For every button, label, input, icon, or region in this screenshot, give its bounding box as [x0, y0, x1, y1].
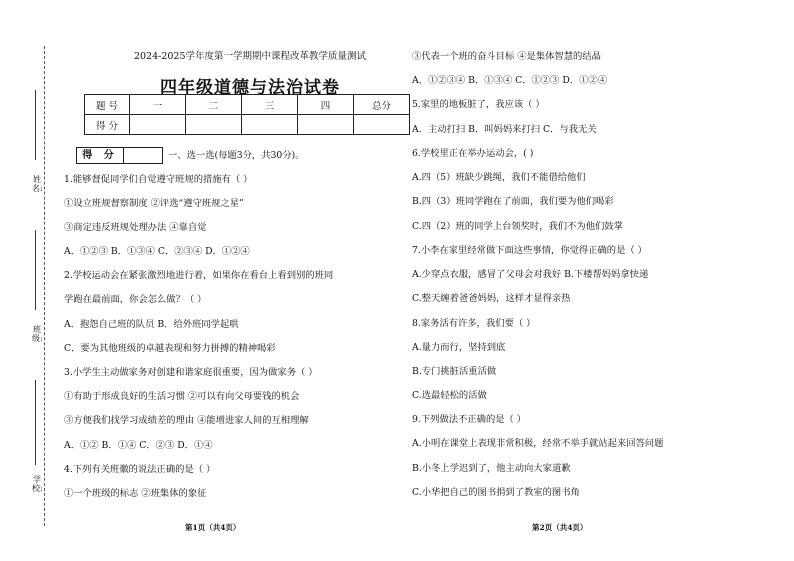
score-table-cell — [354, 115, 410, 135]
question-line: C.小华把自己的图书捐到了教室的图书角 — [412, 487, 580, 498]
question-line: 6.学校里正在举办运动会，( ) — [412, 148, 534, 159]
question-line: A.量力而行，坚持到底 — [412, 342, 506, 353]
question-line: C.整天缠着爸爸妈妈，这样才显得亲热 — [412, 293, 571, 304]
question-line: B.专门挑脏活重活做 — [412, 366, 497, 377]
score-table-cell: 三 — [242, 95, 298, 115]
question-line: ①一个班级的标志 ②班集体的象征 — [64, 488, 207, 499]
score-table-cell: 题 号 — [85, 95, 130, 115]
question-line: A.四（5）班缺少跳绳，我们不能借给他们 — [412, 172, 586, 183]
question-line: A．①② B．①④ C．②③ D．①④ — [64, 440, 213, 451]
class-label: 班 级: — [32, 325, 43, 343]
question-line: 4.下列有关班徽的说法正确的是（ ） — [64, 464, 216, 475]
question-line: A．抱怨自己班的队员 B．给外班同学起哄 — [64, 319, 239, 330]
exam-title: 2024-2025学年度第一学期期中课程改革教学质量测试 — [133, 51, 367, 62]
question-line: A．①②③④ B．①③④ C．①②③ D．①②④ — [412, 75, 608, 86]
question-line: 1.能够督促同学们自觉遵守班规的措施有（ ） — [64, 174, 253, 185]
binding-sidebar — [22, 60, 50, 520]
binding-dashed-line — [44, 46, 45, 526]
score-table-cell: 得 分 — [85, 115, 130, 135]
score-table-cell — [298, 115, 354, 135]
question-line: ③商定违反班规处理办法 ④靠自觉 — [64, 222, 207, 233]
score-table-cell — [242, 115, 298, 135]
score-table-cell — [130, 115, 186, 135]
grader-label: 得 分 — [77, 148, 124, 163]
question-line: ①有助于形成良好的生活习惯 ②可以有向父母要钱的机会 — [64, 391, 300, 402]
page-footer-right: 第2页（共4页） — [532, 523, 588, 532]
question-line: 8.家务活有许多，我们要（ ） — [412, 318, 536, 329]
score-table-row — [85, 115, 410, 135]
score-table-cell: 四 — [298, 95, 354, 115]
question-line: ③方便我们找学习成绩差的理由 ④能增进家人间的互相理解 — [64, 415, 309, 426]
question-line: 3.小学生主动做家务对创建和谐家庭很重要，因为做家务（ ） — [64, 367, 318, 378]
page-footer-left: 第1页（共4页） — [185, 523, 241, 532]
question-line: 5.家里的地板脏了，我应该（ ） — [412, 99, 545, 110]
question-line: A.小明在课堂上表现非常积极，经常不举手就站起来回答问题 — [412, 438, 664, 449]
score-table-cell: 一 — [130, 95, 186, 115]
score-table — [84, 94, 410, 135]
class-line — [35, 230, 37, 310]
question-line: 9.下列做法不正确的是（ ） — [412, 414, 527, 425]
score-table-cell: 总分 — [354, 95, 410, 115]
question-line: B.小冬上学迟到了，他主动向大家道歉 — [412, 463, 571, 474]
school-line — [35, 380, 37, 465]
question-line: A.少穿点衣服，感冒了父母会对我好 B.下楼帮妈妈拿快递 — [412, 269, 649, 280]
score-table-cell: 二 — [186, 95, 242, 115]
question-line: B.四（3）班同学跑在了前面，我们要为他们喝彩 — [412, 196, 614, 207]
question-line: ①设立班规督察制度 ②评选“遵守班规之星” — [64, 198, 244, 209]
question-line: A．主动打扫 B．叫妈妈来打扫 C．与我无关 — [412, 124, 597, 135]
score-table-row — [85, 95, 410, 115]
score-table-cell — [186, 115, 242, 135]
name-line — [35, 90, 37, 160]
grader-box — [76, 147, 163, 164]
question-line: 学跑在最前面，你会怎么做？（ ） — [64, 294, 207, 305]
school-label: 学 校: — [32, 475, 43, 493]
question-line: ③代表一个班的奋斗目标 ④是集体智慧的结晶 — [412, 51, 601, 62]
question-line: C．要为其他班级的卓越表现和努力拼搏的精神喝彩 — [64, 343, 276, 354]
name-label: 姓 名: — [32, 175, 43, 193]
question-line: A．①②③ B．①③④ C．②③④ D．①②④ — [64, 246, 250, 257]
question-line: C.四（2）班的同学上台领奖时，我们不为他们鼓掌 — [412, 221, 623, 232]
section-title: 一、选一选(每题3分，共30分)。 — [168, 150, 305, 161]
question-line: 2.学校运动会在紧张激烈地进行着，如果你在看台上看到别的班同 — [64, 270, 334, 281]
question-line: 7.小李在家里经常做下面这些事情，你觉得正确的是（ ） — [412, 245, 647, 256]
question-line: C.选最轻松的活做 — [412, 390, 487, 401]
page-title: 四年级道德与法治试卷 — [160, 78, 340, 98]
